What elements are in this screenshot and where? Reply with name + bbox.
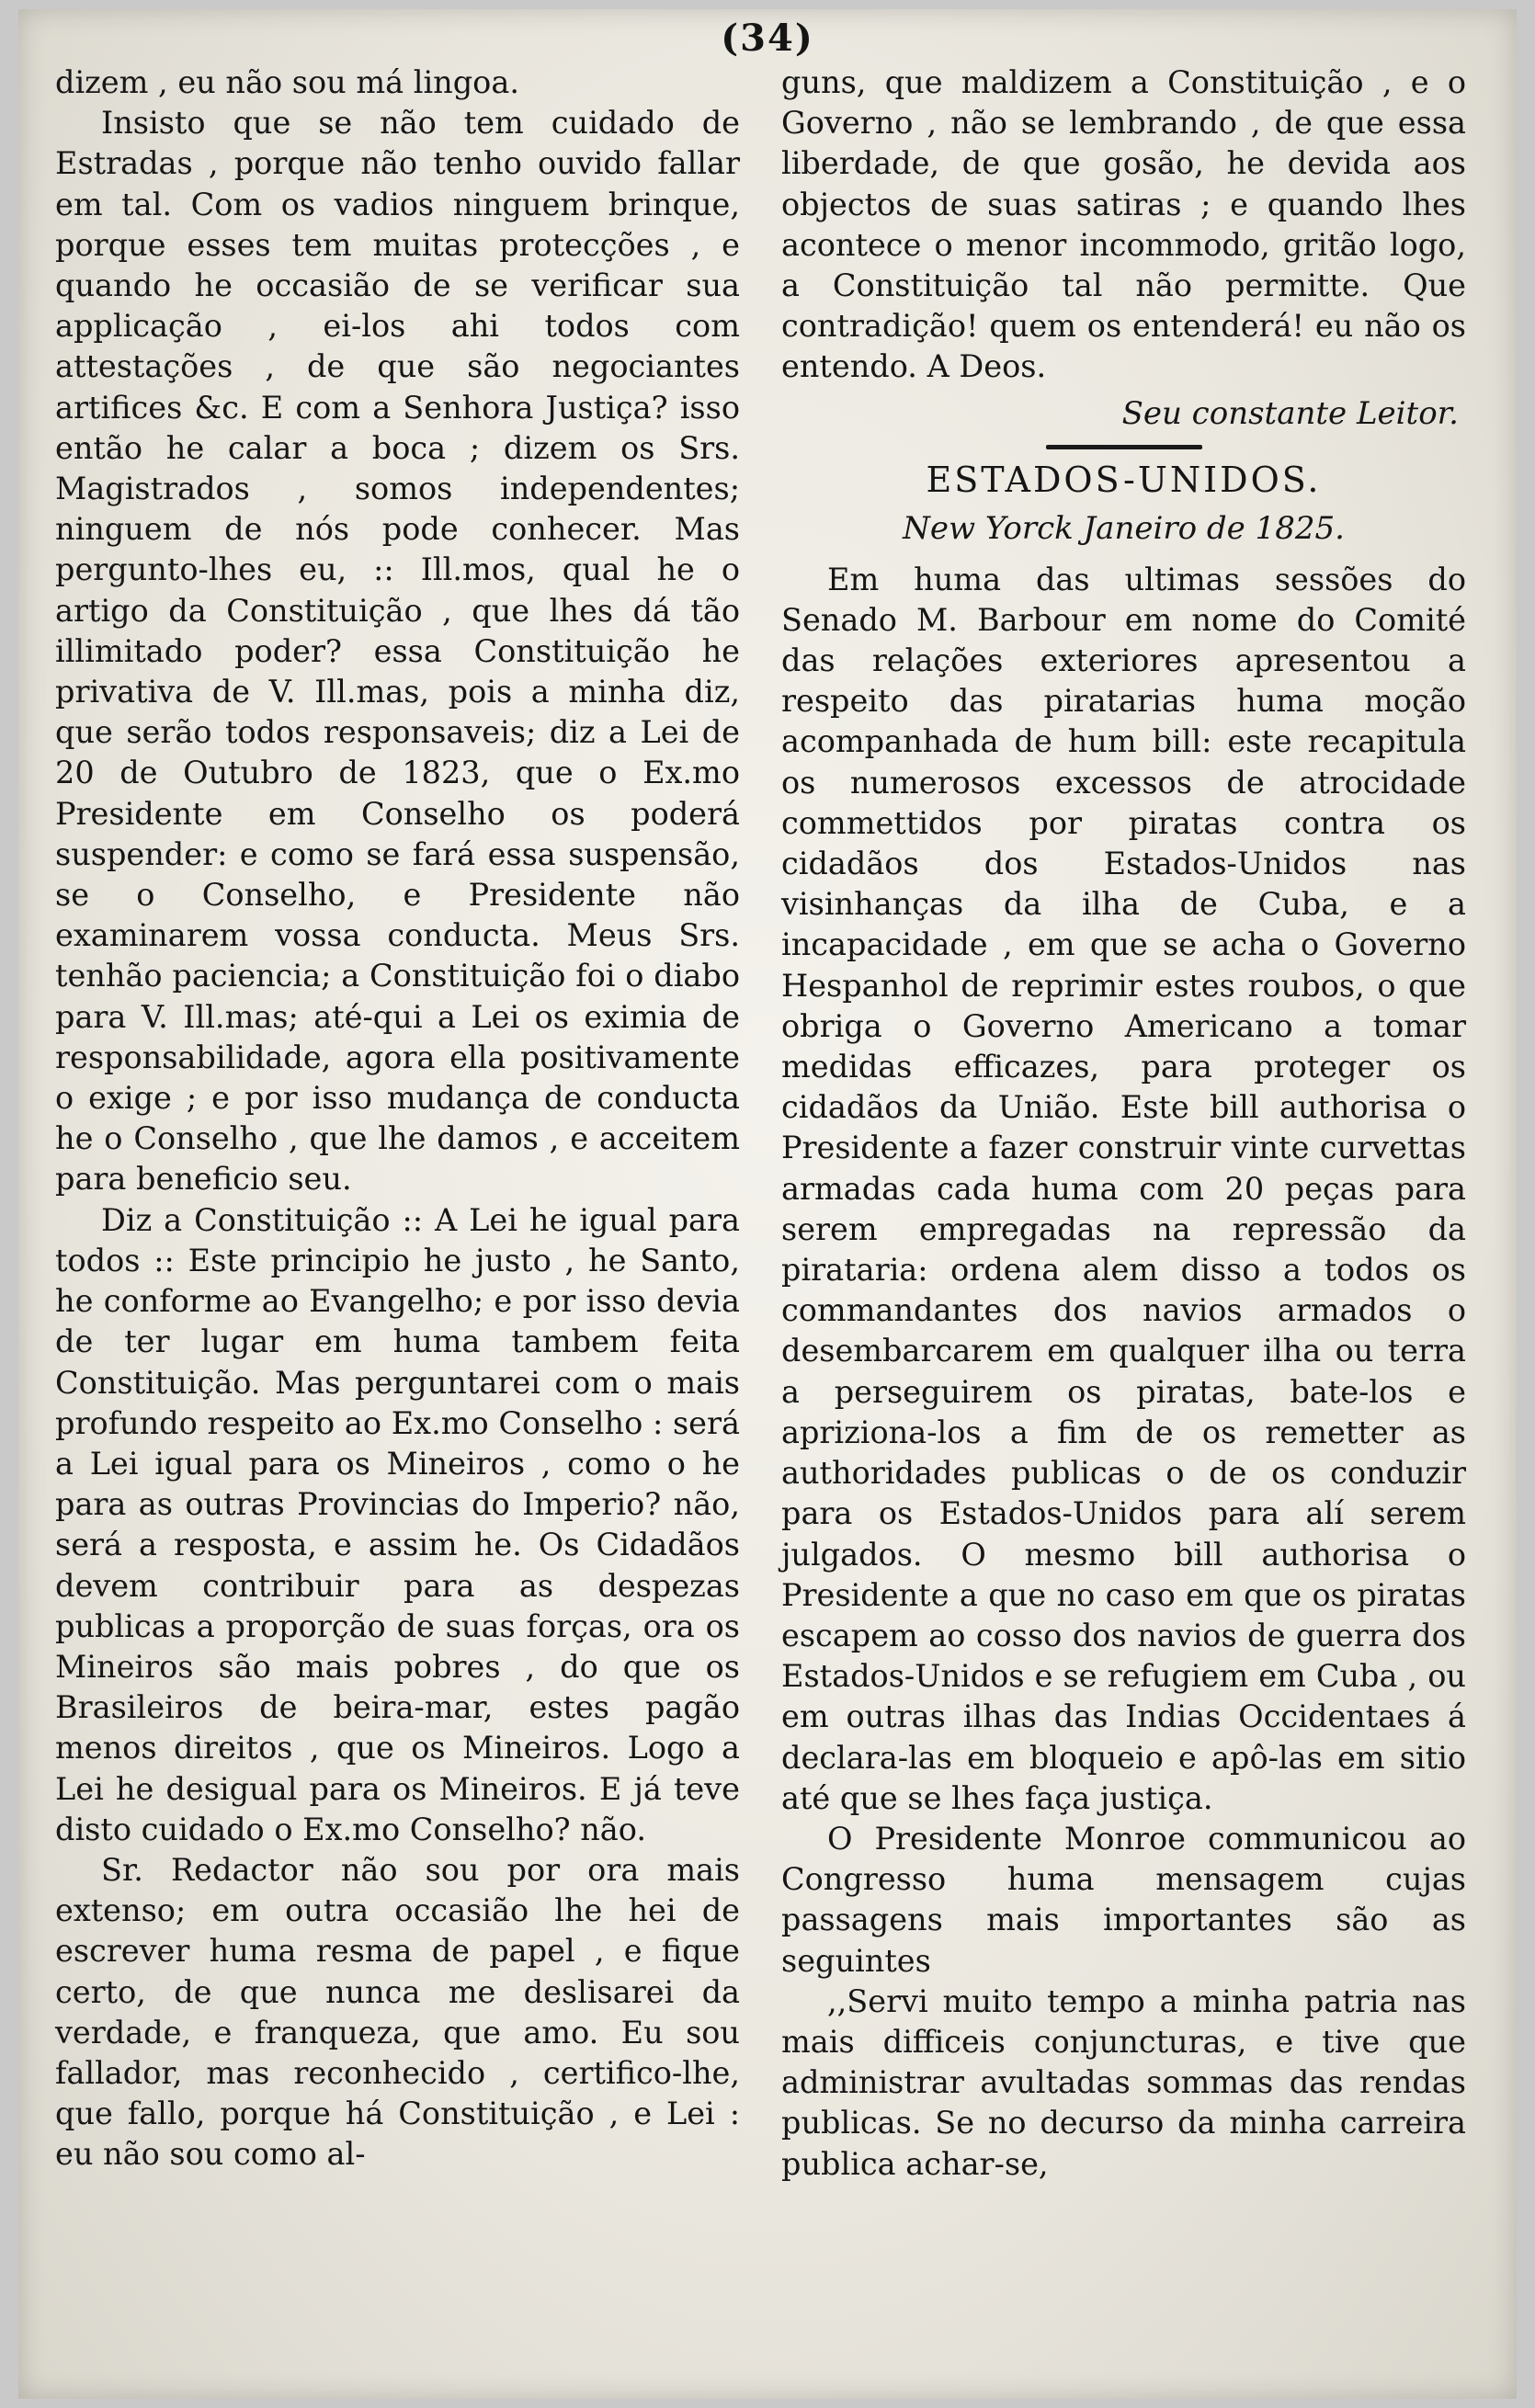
page-number: (34) [721, 17, 814, 60]
right-paragraph-3: ,,Servi muito tempo a minha patria nas mais difficeis conjuncturas, e tive que administrar avultadas sommas das rendas publicas. Se no decurso da minha carreira publica achar-se, [781, 1982, 1466, 2182]
right-column [781, 62, 1466, 2185]
left-paragraph-3: Diz a Constituição :: A Lei he igual para todos :: Este principio he justo , he Santo, he conforme ao Evangelho; e por isso devia de ter lugar em huma tambem feita Constituição. Mas perguntarei com o mais profundo respeito ao Ex.mo Conselho : será a Lei igual para os Mineiros , como o he para as outras Provincias do Imperio? não, será a resposta, e assim he. Os Cidadãos devem contribuir para as despezas publicas a proporção de suas forças, ora os Mineiros são mais pobres , do que os Brasileiros de beira-mar, estes pagão menos direitos , que os Mineiros. Logo a Lei he desigual para os Mineiros. E já teve disto cuidado o Ex.mo Conselho? não. [55, 1201, 740, 1847]
left-paragraph-1: dizem , eu não sou má lingoa. [55, 64, 519, 100]
right-paragraph-1: Em huma das ultimas sessões do Senado M. Barbour em nome do Comité das relações exteriores apresentou a respeito das piratarias huma moção acompanhada de hum bill: este recapitula os numerosos excessos de atrocidade commettidos por piratas contra os cidadãos dos Estados-Unidos nas visinhanças da ilha de Cuba, e a incapacidade , em que se acha o Governo Hespanhol de reprimir estes roubos, o que obriga o Governo Americano a tomar medidas efficazes, para proteger os cidadãos da União. Este bill authorisa o Presidente a fazer construir vinte curvettas armadas cada huma com 20 peças para serem empregadas na repressão da pirataria: ordena alem disso a todos os commandantes dos navios armados o desembarcarem em qualquer ilha ou terra a perseguirem os piratas, bate-los e apriziona-los a fim de os remetter as authoridades publicas o de os conduzir para os Estados-Unidos para alí serem julgados. O mesmo bill authorisa o Presidente a que no caso em que os piratas escapem ao cosso dos navios de guerra dos Estados-Unidos e se refugiem em Cuba , ou em outras ilhas das Indias Occidentaes á declara-las em bloqueio e apô-las em sitio até que se lhes faça justiça. [781, 561, 1466, 1816]
left-column [55, 62, 740, 2175]
left-paragraph-4: Sr. Redactor não sou por ora mais extenso; em outra occasião lhe hei de escrever huma resma de papel , e fique certo, de que nunca me deslisarei da verdade, e franqueza, que amo. Eu sou fallador, mas reconhecido , certifico-lhe, que fallo, porque há Constituição , e Lei : eu não sou como al- [55, 1851, 740, 2173]
section-divider [1046, 445, 1202, 449]
dateline: New Yorck Janeiro de 1825. [903, 509, 1345, 547]
right-paragraph-2: O Presidente Monroe communicou ao Congresso huma mensagem cujas passagens mais importantes são as seguintes [781, 1820, 1466, 1979]
section-heading: ESTADOS-UNIDOS. [926, 459, 1322, 500]
left-paragraph-2: Insisto que se não tem cuidado de Estradas , porque não tenho ouvido fallar em tal. Com os vadios ninguem brinque, porque esses tem muitas protecções , e quando he occasião de se verificar sua applicação , ei-los ahi todos com attestações , de que são negociantes artifices &c. E com a Senhora Justiça? isso então he calar a boca ; dizem os Srs. Magistrados , somos independentes; ninguem de nós pode conhecer. Mas pergunto-lhes eu, :: Ill.mos, qual he o artigo da Constituição , que lhes dá tão illimitado poder? essa Constituição he privativa de V. Ill.mas, pois a minha diz, que serão todos responsaveis; diz a Lei de 20 de Outubro de 1823, que o Ex.mo Presidente em Conselho os poderá suspender: e como se fará essa suspensão, se o Conselho, e Presidente não examinarem vossa conducta. Meus Srs. tenhão paciencia; a Constituição foi o diabo para V. Ill.mas; até-qui a Lei os eximia de responsabilidade, agora ella positivamente o exige ; e por isso mudança de conducta he o Conselho , que lhe damos , e acceitem para beneficio seu. [55, 105, 740, 1198]
right-opening-paragraph: guns, que maldizem a Constituição , e o Governo , não se lembrando , de que essa liberdade, de que gosão, he devida aos objectos de suas satiras ; e quando lhes acontece o menor incommodo, gritão logo, a Constituição tal não permitte. Que contradição! quem os entenderá! eu não os entendo. A Deos. [781, 64, 1466, 385]
letter-signature: Seu constante Leitor. [1121, 394, 1459, 432]
newspaper-page [18, 9, 1517, 2399]
